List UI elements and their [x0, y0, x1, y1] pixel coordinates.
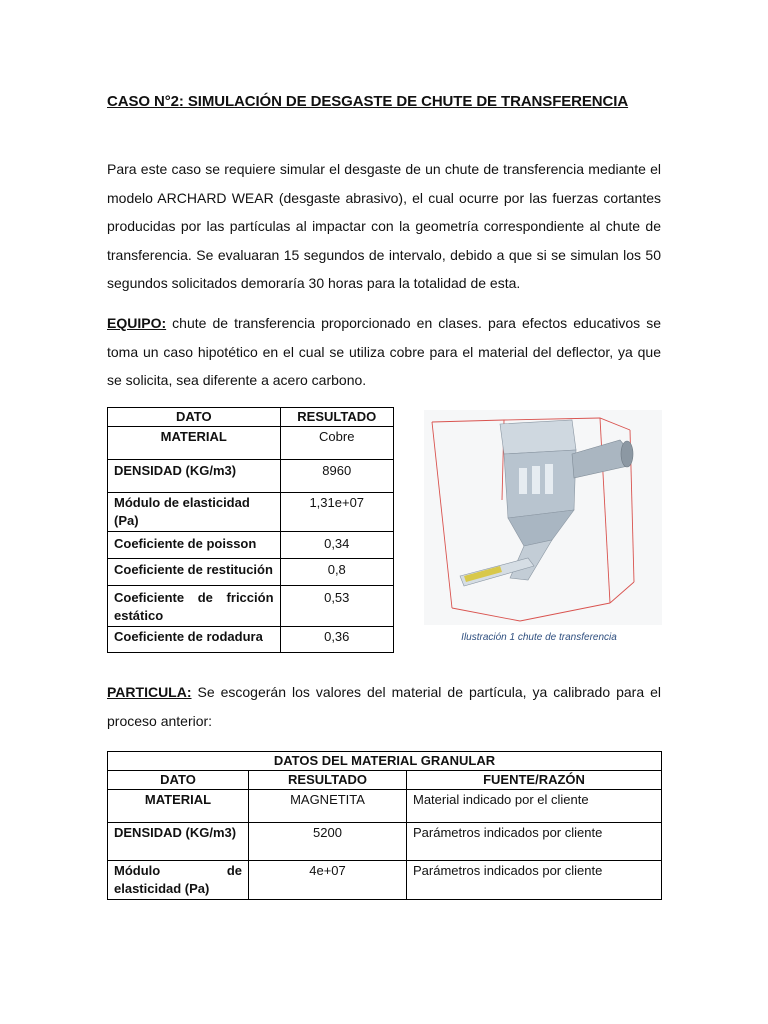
page-title: CASO N°2: SIMULACIÓN DE DESGASTE DE CHUTE DE TRANSFERENCIA — [107, 93, 629, 110]
row-value: MAGNETITA — [249, 790, 407, 823]
table-row — [108, 861, 662, 900]
row-value: 8960 — [280, 460, 393, 493]
table-header-row — [108, 408, 394, 427]
row-label: DENSIDAD (KG/m3) — [108, 460, 281, 493]
material-properties-table — [107, 407, 394, 653]
figure-caption: Ilustración 1 chute de transferencia — [461, 632, 617, 643]
particula-paragraph — [107, 678, 661, 735]
row-label: Módulo de elasticidad (Pa) — [108, 861, 249, 900]
table-row — [108, 460, 394, 493]
table-title-row — [108, 752, 662, 771]
row-value: 4e+07 — [249, 861, 407, 900]
equipo-text: chute de transferencia proporcionado en clases. para efectos educativos se toma un caso hipotético en el cual se utiliza cobre para el material del deflector, ya que se solicita, sea diferente a acero carbono. — [107, 315, 661, 388]
row-source: Parámetros indicados por cliente — [407, 861, 662, 900]
row-label: Coeficiente de fricción estático — [108, 586, 281, 627]
table-row — [108, 823, 662, 861]
table-row — [108, 493, 394, 532]
table-row — [108, 586, 394, 627]
row-value: 0,8 — [280, 559, 393, 586]
row-value: 0,34 — [280, 532, 393, 559]
header-fuente: FUENTE/RAZÓN — [407, 771, 662, 790]
particula-label: PARTICULA: — [107, 684, 192, 700]
header-dato: DATO — [108, 771, 249, 790]
table-row — [108, 627, 394, 653]
row-label: MATERIAL — [108, 427, 281, 460]
row-source: Parámetros indicados por cliente — [407, 823, 662, 861]
equipo-label: EQUIPO: — [107, 315, 167, 331]
row-label: MATERIAL — [108, 790, 249, 823]
row-value: 0,36 — [280, 627, 393, 653]
header-dato: DATO — [108, 408, 281, 427]
row-label: Coeficiente de restitución — [108, 559, 281, 586]
granular-material-table — [107, 751, 662, 900]
header-resultado: RESULTADO — [249, 771, 407, 790]
table-row — [108, 559, 394, 586]
table-row — [108, 427, 394, 460]
row-source: Material indicado por el cliente — [407, 790, 662, 823]
table-row — [108, 790, 662, 823]
row-label: Coeficiente de rodadura — [108, 627, 281, 653]
transfer-chute-illustration — [424, 410, 662, 625]
header-resultado: RESULTADO — [280, 408, 393, 427]
row-value: 1,31e+07 — [280, 493, 393, 532]
row-label: Coeficiente de poisson — [108, 532, 281, 559]
table-title: DATOS DEL MATERIAL GRANULAR — [108, 752, 662, 771]
row-value: Cobre — [280, 427, 393, 460]
row-value: 0,53 — [280, 586, 393, 627]
row-label: Módulo de elasticidad (Pa) — [108, 493, 281, 532]
intro-paragraph: Para este caso se requiere simular el desgaste de un chute de transferencia mediante el modelo ARCHARD WEAR (desgaste abrasivo), el cual ocurre por las fuerzas cortantes producidas por las partículas al impactar con la geometría correspondiente al chute de transferencia. Se evaluaran 15 segundos de intervalo, debido a que si se simulan los 50 segundos solicitados demoraría 30 horas para la totalidad de esta. — [107, 161, 661, 291]
equipo-paragraph — [107, 309, 661, 395]
row-value: 5200 — [249, 823, 407, 861]
table-header-row — [108, 771, 662, 790]
particula-text: Se escogerán los valores del material de partícula, ya calibrado para el proceso anterior: — [107, 684, 661, 729]
row-label: DENSIDAD (KG/m3) — [108, 823, 249, 861]
table-row — [108, 532, 394, 559]
